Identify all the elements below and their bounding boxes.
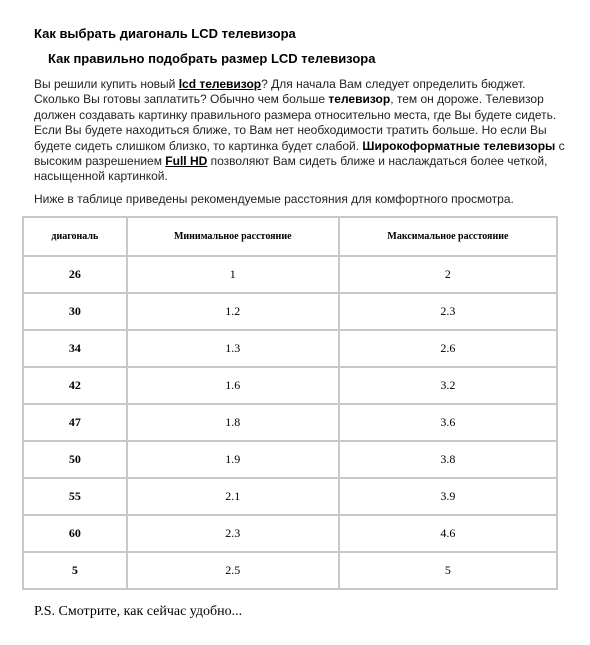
max-distance-cell: 3.8 bbox=[339, 441, 557, 478]
table-row bbox=[23, 330, 557, 367]
paragraph-text: с высоким разрешением bbox=[34, 138, 565, 169]
paragraph-text: позволяют Вам сидеть ближе и наслаждаться более четкой, насыщенной картинкой. bbox=[34, 154, 548, 184]
table-intro-note: Ниже в таблице приведены рекомендуемые расстояния для комфортного просмотра. bbox=[34, 192, 514, 206]
table-row bbox=[23, 367, 557, 404]
full-hd-link[interactable]: Full HD bbox=[165, 154, 208, 169]
paragraph-text: ? Для начала Вам следует определить бюджет. Сколько Вы готовы заплатить? Обычно чем больше bbox=[34, 77, 526, 107]
column-header-diagonal: диагональ bbox=[23, 217, 127, 256]
min-distance-cell: 1.6 bbox=[127, 367, 339, 404]
diagonal-cell: 42 bbox=[23, 367, 127, 404]
min-distance-cell: 1 bbox=[127, 256, 339, 293]
min-distance-cell: 1.9 bbox=[127, 441, 339, 478]
paragraph-bold-text: телевизор bbox=[328, 92, 391, 107]
page-subtitle: Как правильно подобрать размер LCD телевизора bbox=[48, 51, 376, 66]
diagonal-cell: 5 bbox=[23, 552, 127, 589]
min-distance-cell: 2.1 bbox=[127, 478, 339, 515]
column-header-min-distance: Минимальное расстояние bbox=[127, 217, 339, 256]
diagonal-cell: 50 bbox=[23, 441, 127, 478]
table-row bbox=[23, 256, 557, 293]
min-distance-cell: 1.2 bbox=[127, 293, 339, 330]
diagonal-cell: 60 bbox=[23, 515, 127, 552]
max-distance-cell: 4.6 bbox=[339, 515, 557, 552]
paragraph-bold-text: Широкоформатные телевизоры bbox=[362, 138, 556, 153]
max-distance-cell: 2.3 bbox=[339, 293, 557, 330]
lcd-tv-link[interactable]: lcd телевизор bbox=[178, 77, 262, 91]
diagonal-cell: 30 bbox=[23, 293, 127, 330]
max-distance-cell: 5 bbox=[339, 552, 557, 589]
table-row bbox=[23, 404, 557, 441]
diagonal-cell: 34 bbox=[23, 330, 127, 367]
table-row bbox=[23, 552, 557, 589]
max-distance-cell: 3.9 bbox=[339, 478, 557, 515]
max-distance-cell: 2.6 bbox=[339, 330, 557, 367]
min-distance-cell: 1.8 bbox=[127, 404, 339, 441]
min-distance-cell: 2.3 bbox=[127, 515, 339, 552]
table-row bbox=[23, 478, 557, 515]
min-distance-cell: 1.3 bbox=[127, 330, 339, 367]
table-row bbox=[23, 441, 557, 478]
min-distance-cell: 2.5 bbox=[127, 552, 339, 589]
page-title: Как выбрать диагональ LCD телевизора bbox=[34, 26, 296, 41]
paragraph-text: Вы решили купить новый bbox=[34, 77, 179, 91]
paragraph-text: , тем он дороже. Телевизор должен создавать картинку правильного размера относительно места, где Вы будете сидеть. Если Вы будете находиться ближе, то Вам нет необходимости тратить больше. Но если Вы будете сидеть слишком близко, то картинка будет слабой. bbox=[34, 92, 557, 153]
max-distance-cell: 3.2 bbox=[339, 367, 557, 404]
table-row bbox=[23, 515, 557, 552]
viewing-distance-table bbox=[22, 216, 558, 590]
diagonal-cell: 47 bbox=[23, 404, 127, 441]
intro-paragraph bbox=[34, 77, 570, 185]
table-row bbox=[23, 293, 557, 330]
max-distance-cell: 2 bbox=[339, 256, 557, 293]
column-header-max-distance: Максимальное расстояние bbox=[339, 217, 557, 256]
postscript: P.S. Смотрите, как сейчас удобно... bbox=[34, 604, 243, 619]
max-distance-cell: 3.6 bbox=[339, 404, 557, 441]
table-header-row bbox=[23, 217, 557, 256]
diagonal-cell: 26 bbox=[23, 256, 127, 293]
diagonal-cell: 55 bbox=[23, 478, 127, 515]
